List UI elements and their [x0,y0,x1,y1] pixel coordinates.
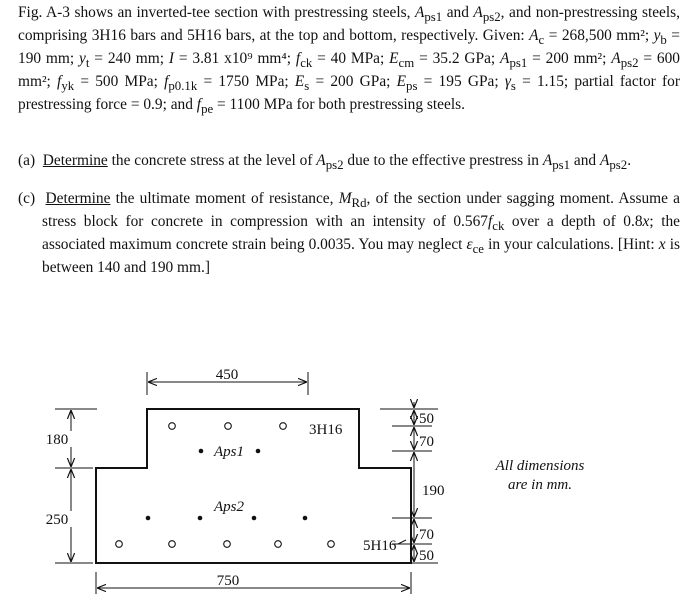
bottom-rebar [328,541,335,548]
dim-top-width [147,366,308,395]
top-rebar [280,423,287,430]
cover-bot-70-label: 70 [419,527,434,543]
bottom-rebar [224,541,231,548]
dim-web-depth-label: 250 [45,512,69,528]
top-rebar [225,423,232,430]
question-a: (a) Determine the concrete stress at the level of $A_{ps2}$ due to the effective prestress in $A_{ps1}$ and $A_{ps2}$. [18,152,632,173]
aps1-group [199,444,261,460]
dim-bottom-width [96,571,411,594]
top-rebar-group [169,422,343,438]
aps2-strand [198,516,203,521]
aps2-label: Aps2 [214,499,244,515]
bottom-rebar [116,541,123,548]
dim-flange-depth-label: 180 [45,432,69,448]
aps1-strand [199,449,204,454]
aps1-strand [256,449,261,454]
top-bars-label: 3H16 [309,422,343,438]
aps2-strand [303,516,308,521]
aps2-strand [252,516,257,521]
dim-left-depths [44,409,97,563]
top-rebar [169,423,176,430]
cover-top-50-label: 50 [419,411,434,427]
question-c-label: (c) [18,190,36,207]
cover-bot-50-label: 50 [419,548,434,564]
aps2-strand [146,516,151,521]
bottom-bars-label: 5H16 [363,538,397,554]
cover-top-70-label: 70 [419,434,434,450]
aps1-label: Aps1 [214,444,244,460]
bottom-rebar-group [116,538,406,554]
bottom-rebar [169,541,176,548]
dim-top-width-label: 450 [215,367,239,383]
dim-bottom-width-label: 750 [216,573,240,589]
dimensions-note: All dimensions are in mm. [495,458,585,493]
bottom-rebar [275,541,282,548]
mid-190-label: 190 [422,483,445,499]
question-c: (c) Determine the ultimate moment of resistance, $M_{Rd}$, of the section under sagging moment. Assume a stress block for concrete in compression with an intensity of $0.567f_{ck}$ over a depth of 0.8x; the associated maximum concrete strain being 0.0035. You may neglect $\varepsilon_{ce}$ in your calculations. [Hint: x is between 140 and 190 mm.] [18,190,680,276]
question-a-label: (a) [18,152,36,169]
aps2-group [146,499,308,520]
problem-statement: Fig. A-3 shows an inverted-tee section with prestressing steels, $A_{ps1}$ and $A_{ps2}$, and non-prestressing steels, comprising 3H16 bars and 5H16 bars, at the top and bottom, respectively. Given: $A_c = 268,500$ mm²; $y_b = 190$ mm; $y_t = 240$ mm; I = 3.81 x10⁹ mm⁴; $f_{ck} = 40$ MPa; $E_{cm} = 35.2$ GPa; $A_{ps1} = 200$ mm²; $A_{ps2} = 600$ mm²; $f_{yk} = 500$ MPa; $f_{p0.1k} = 1750$ MPa; $E_s = 200$ GPa; $E_{ps} = 195$ GPa; $\gamma_s = 1.15$; partial factor for prestressing force = 0.9; and $f_{pe} = 1100$ MPa for both prestressing steels. [18,4,680,116]
